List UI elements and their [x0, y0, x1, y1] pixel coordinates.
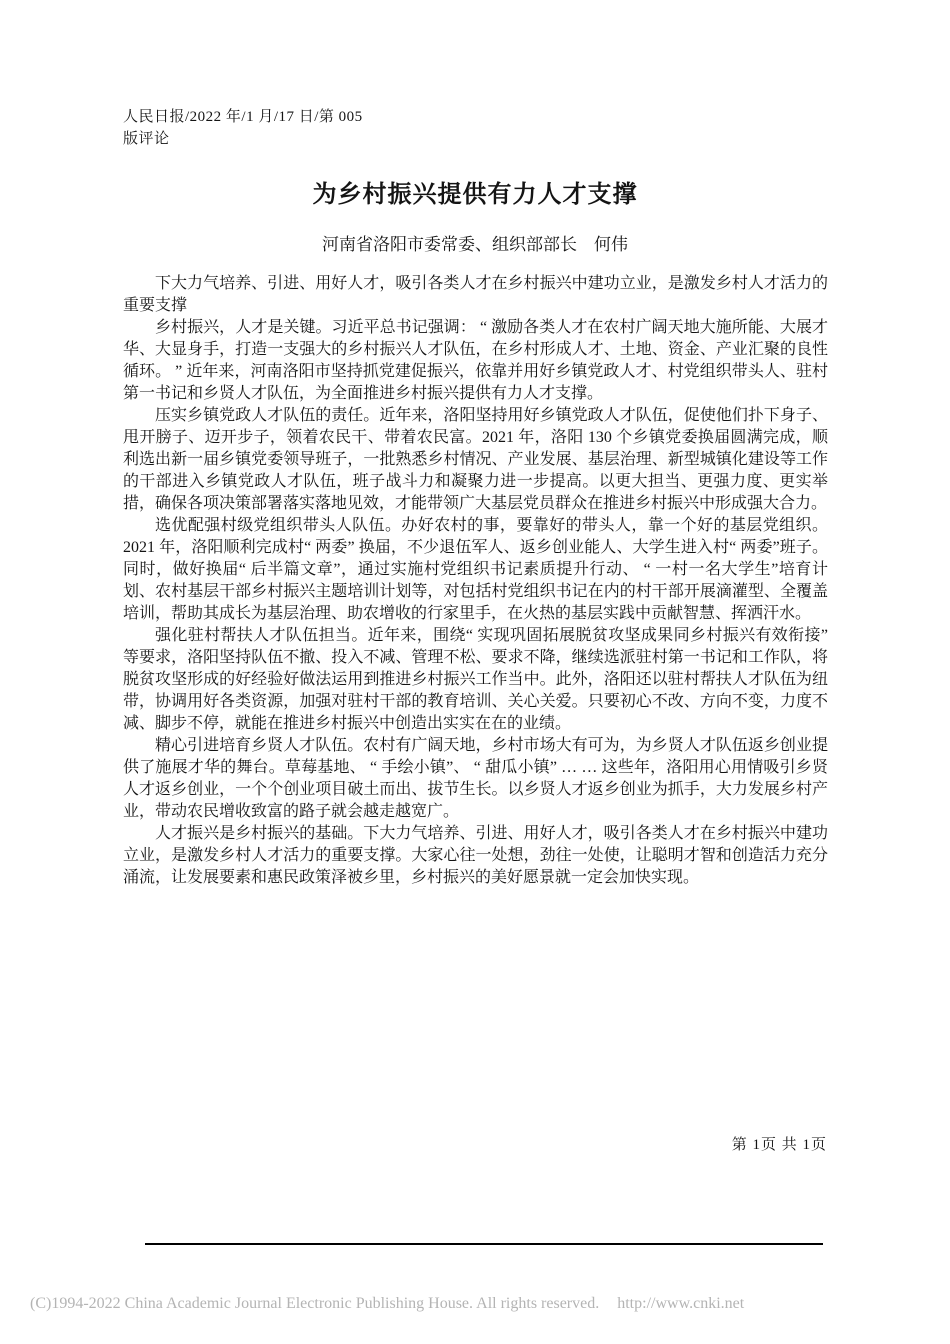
- footer-divider: [145, 1243, 823, 1245]
- cnki-url: http://www.cnki.net: [617, 1295, 745, 1312]
- copyright-text: (C)1994-2022 China Academic Journal Electronic Publishing House. All rights reserved.: [30, 1295, 600, 1312]
- source-header: [123, 106, 828, 150]
- source-header-line-1: 人民日报/2022 年/1 月/17 日/第 005: [123, 109, 363, 125]
- article-byline: 河南省洛阳市委常委、组织部部长 何伟: [322, 235, 628, 254]
- page-number: 第 1页 共 1页: [731, 1137, 827, 1153]
- paragraph: 人才振兴是乡村振兴的基础。下大力气培养、引进、用好人才，吸引各类人才在乡村振兴中建功立业，是激发乡村人才活力的重要支撑。大家心往一处想，劲往一处使，让聪明才智和创造活力充分涌流，让发展要素和惠民政策泽被乡里，乡村振兴的美好愿景就一定会加快实现。: [123, 825, 828, 886]
- article-body: [123, 273, 828, 889]
- paragraph: 精心引进培育乡贤人才队伍。农村有广阔天地，乡村市场大有可为，为乡贤人才队伍返乡创业提供了施展才华的舞台。草莓基地、 “ 手绘小镇”、 “ 甜瓜小镇” … … 这些年，洛阳用心用情吸引乡贤人才返乡创业，一个个创业项目破土而出、拔节生长。以乡贤人才返乡创业为抓手，大力发展乡村产业，带动农民增收致富的路子就会越走越宽广。: [123, 737, 828, 820]
- paragraph: 乡村振兴，人才是关键。习近平总书记强调： “ 激励各类人才在农村广阔天地大施所能、大展才华、大显身手，打造一支强大的乡村振兴人才队伍，在乡村形成人才、土地、资金、产业汇聚的良性循环。 ” 近年来，河南洛阳市坚持抓党建促振兴，依靠并用好乡镇党政人才、村党组织带头人、驻村第一书记和乡贤人才队伍，为全面推进乡村振兴提供有力人才支撑。: [123, 319, 828, 402]
- article-title: 为乡村振兴提供有力人才支撑: [312, 182, 638, 208]
- paragraph: 强化驻村帮扶人才队伍担当。近年来，围绕“ 实现巩固拓展脱贫攻坚成果同乡村振兴有效衔接” 等要求，洛阳坚持队伍不撤、投入不减、管理不松、要求不降，继续选派驻村第一书记和工作队，将脱贫攻坚形成的好经验好做法运用到推进乡村振兴工作当中。此外，洛阳还以驻村帮扶人才队伍为纽带，协调用好各类资源，加强对驻村干部的教育培训、关心关爱。只要初心不改、方向不变，力度不减、脚步不停，就能在推进乡村振兴中创造出实实在在的业绩。: [123, 627, 828, 732]
- source-header-line-2: 版评论: [123, 131, 170, 147]
- paragraph-lede: 下大力气培养、引进、用好人才，吸引各类人才在乡村振兴中建功立业，是激发乡村人才活力的重要支撑: [123, 275, 828, 314]
- paragraph: 压实乡镇党政人才队伍的责任。近年来，洛阳坚持用好乡镇党政人才队伍，促使他们扑下身子、甩开膀子、迈开步子，领着农民干、带着农民富。2021 年，洛阳 130 个乡镇党委换届圆满完成，顺利选出新一届乡镇党委领导班子，一批熟悉乡村情况、产业发展、基层治理、新型城镇化建设等工作的干部进入乡镇党政人才队伍，班子战斗力和凝聚力进一步提高。以更大担当、更强力度、更实举措，确保各项决策部署落实落地见效，才能带领广大基层党员群众在推进乡村振兴中形成强大合力。: [123, 407, 828, 512]
- paragraph: 选优配强村级党组织带头人队伍。办好农村的事，要靠好的带头人，靠一个好的基层党组织。2021 年，洛阳顺利完成村“ 两委” 换届，不少退伍军人、返乡创业能人、大学生进入村“ 两委”班子。同时，做好换届“ 后半篇文章”，通过实施村党组织书记素质提升行动、 “ 一村一名大学生”培育计划、农村基层干部乡村振兴主题培训计划等，对包括村党组织书记在内的村干部开展滴灌型、全覆盖培训，帮助其成长为基层治理、助农增收的行家里手，在火热的基层实践中贡献智慧、挥洒汗水。: [123, 517, 828, 622]
- copyright-notice: [30, 1295, 930, 1313]
